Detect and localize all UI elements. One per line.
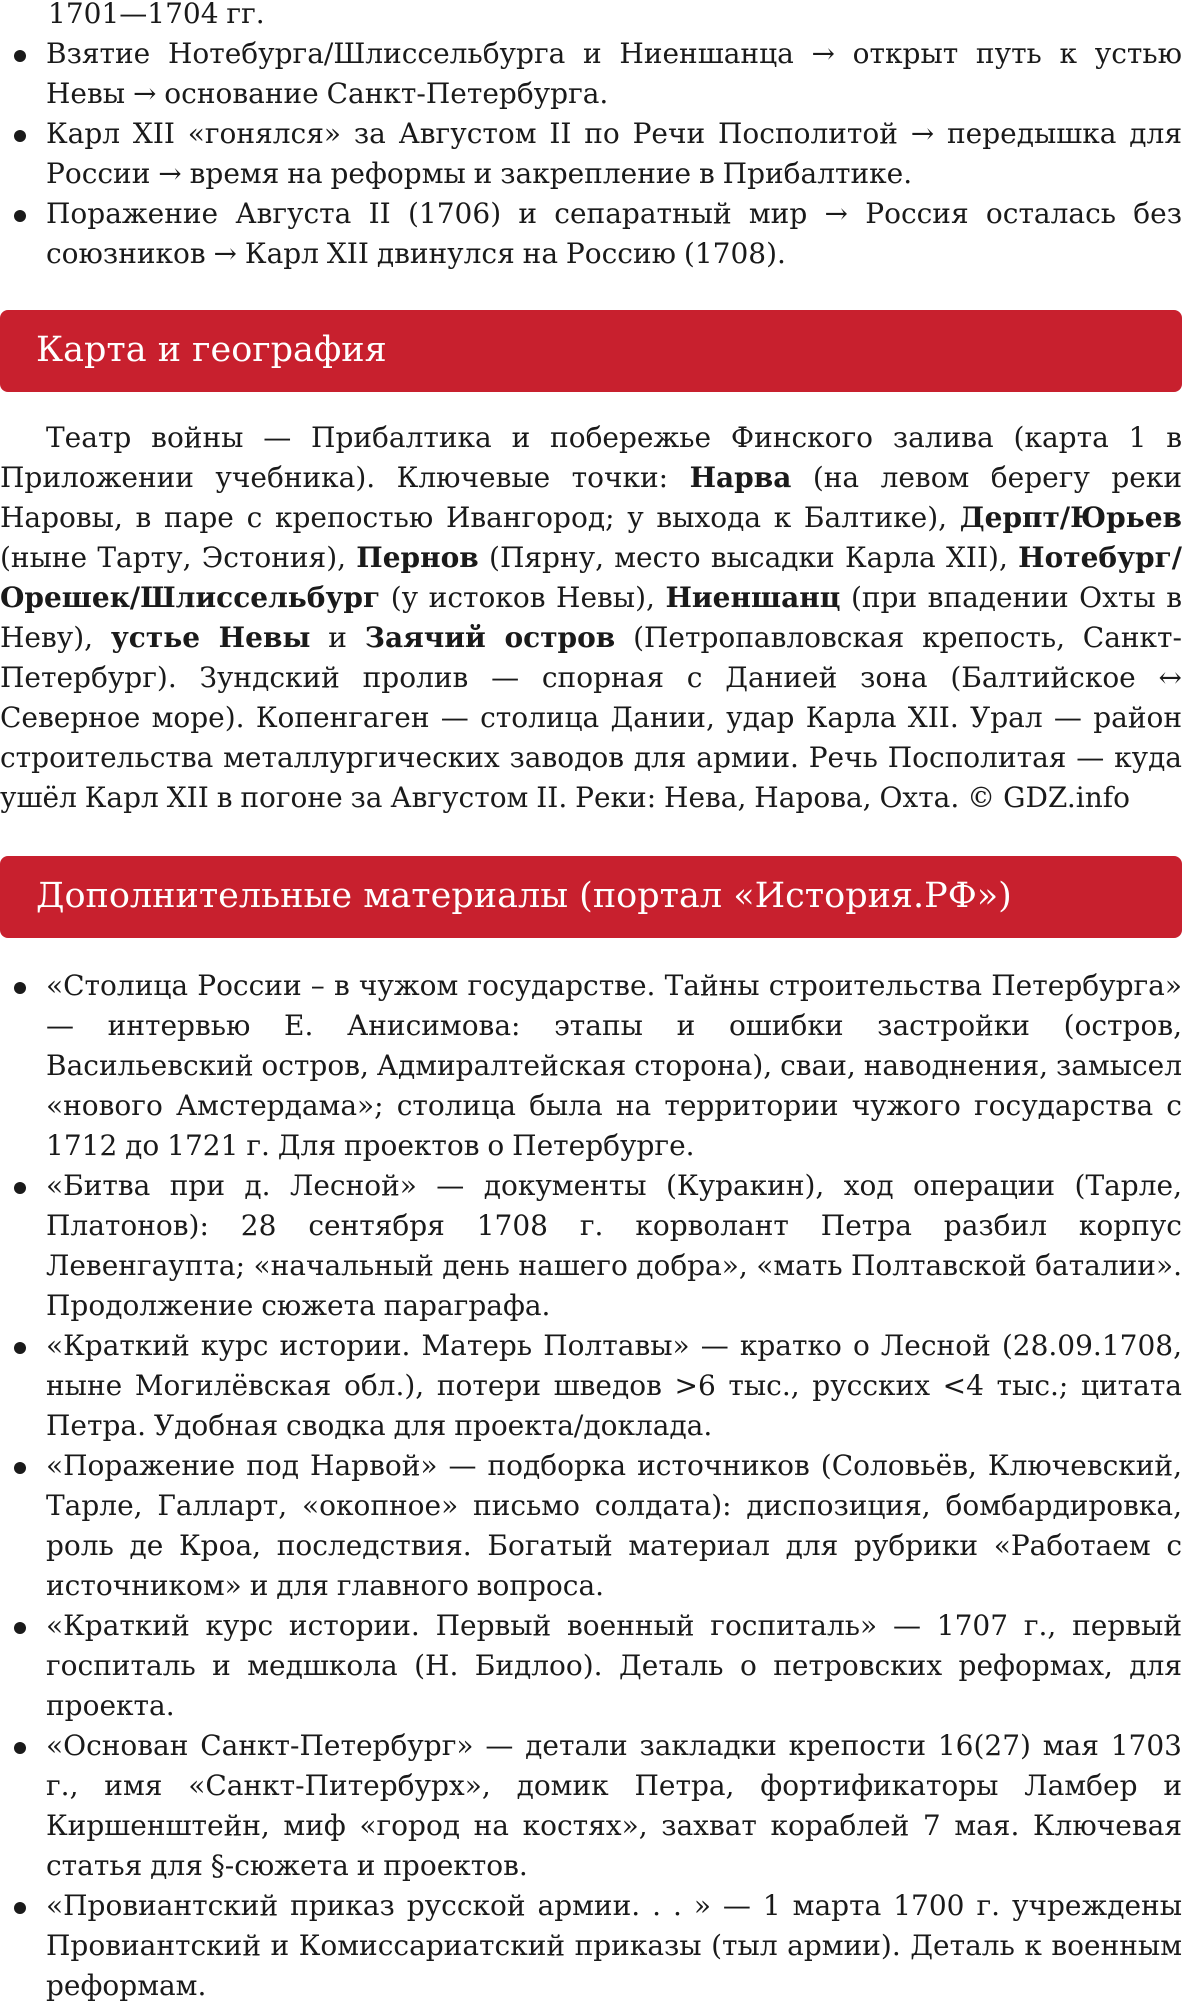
bullet-icon <box>14 210 26 222</box>
bullet-icon <box>14 1462 26 1474</box>
bullet-icon <box>14 50 26 62</box>
map-geography-paragraph: Театр войны — Прибалтика и побережье Финского залива (карта 1 в Приложении учебника). Ключевые точки: Нарва (на левом берегу реки Наровы, в паре с крепостью Ивангород; у выхода к Балтике), Дерпт/Юрьев (ныне Тарту, Эстония), Пернов (Пярну, место высадки Карла XII), Нотебург/Орешек/Шлиссельбург (у истоков Невы), Ниеншанц (при впадении Охты в Неву), устье Невы и Заячий остров (Петропавловская крепость, Санкт-Петербург). Зундский пролив — спорная с Данией зона (Балтийское ↔ Северное море). Копенгаген — столица Дании, удар Карла XII. Урал — район строительства металлургических заводов для армии. Речь Посполитая — куда ушёл Карл XII в погоне за Августом II. Реки: Нева, Нарова, Охта. © GDZ.info <box>0 421 1182 814</box>
bullet-icon <box>14 130 26 142</box>
section-header-map <box>0 310 1182 392</box>
list-item: «Битва при д. Лесной» — документы (Куракин), ход операции (Тарле, Платонов): 28 сентября 1708 г. корволант Петра разбил корпус Левенгаупта; «начальный день нашего добра», «мать Полтавской баталии». Продолжение сюжета параграфа. <box>0 1166 1182 1326</box>
list-item: «Провиантский приказ русской армии. . . » — 1 марта 1700 г. учреждены Провиантский и Комиссариатский приказы (тыл армии). Деталь к военным реформам. <box>0 1886 1182 2006</box>
bullet-icon <box>14 1182 26 1194</box>
list-item: Карл XII «гонялся» за Августом II по Речи Посполитой → передышка для России → время на реформы и закрепление в Прибалтике. <box>0 114 1182 194</box>
consequences-list <box>0 34 1182 274</box>
list-item: «Краткий курс истории. Матерь Полтавы» — кратко о Лесной (28.09.1708, ныне Могилёвская обл.), потери шведов >6 тыс., русских <4 тыс.; цитата Петра. Удобная сводка для проекта/доклада. <box>0 1326 1182 1446</box>
list-item: «Основан Санкт-Петербург» — детали закладки крепости 16(27) мая 1703 г., имя «Санкт-Питербурх», домик Петра, фортификаторы Ламбер и Киршенштейн, миф «город на костях», захват кораблей 7 мая. Ключевая статья для §-сюжета и проектов. <box>0 1726 1182 1886</box>
keyword: Ниеншанц <box>665 581 841 614</box>
keyword: Нарва <box>689 461 792 494</box>
bullet-icon <box>14 1902 26 1914</box>
keyword: Нотебург/Орешек/Шлиссельбург <box>0 541 1182 614</box>
list-item: «Краткий курс истории. Первый военный госпиталь» — 1707 г., первый госпиталь и медшкола (Н. Бидлоо). Деталь о петровских реформах, для проекта. <box>0 1606 1182 1726</box>
materials-list <box>0 966 1182 2006</box>
bullet-icon <box>14 982 26 994</box>
bullet-icon <box>14 1742 26 1754</box>
list-item: «Столица России – в чужом государстве. Тайны строительства Петербурга» — интервью Е. Анисимова: этапы и ошибки застройки (остров, Васильевский остров, Адмиралтейская сторона), сваи, наводнения, замысел «нового Амстердама»; столица была на территории чужого государства с 1712 до 1721 г. Для проектов о Петербурге. <box>0 966 1182 1166</box>
section-title: Дополнительные материалы (портал «История.РФ») <box>36 876 1012 916</box>
keyword: устье Невы <box>110 621 311 654</box>
keyword: Заячий остров <box>364 621 616 654</box>
continued-text-fragment: 1701—1704 гг. <box>48 0 265 30</box>
keyword: Дерпт/Юрьев <box>959 501 1182 534</box>
bullet-icon <box>14 1622 26 1634</box>
keyword: Пернов <box>356 541 479 574</box>
list-item: «Поражение под Нарвой» — подборка источников (Соловьёв, Ключевский, Тарле, Галларт, «окопное» письмо солдата): диспозиция, бомбардировка, роль де Кроа, последствия. Богатый материал для рубрики «Работаем с источником» и для главного вопроса. <box>0 1446 1182 1606</box>
list-item: Поражение Августа II (1706) и сепаратный мир → Россия осталась без союзников → Карл XII двинулся на Россию (1708). <box>0 194 1182 274</box>
list-item: Взятие Нотебурга/Шлиссельбурга и Ниеншанца → открыт путь к устью Невы → основание Санкт-Петербурга. <box>0 34 1182 114</box>
section-title: Карта и география <box>36 330 387 370</box>
bullet-icon <box>14 1342 26 1354</box>
section-header-materials <box>0 856 1182 938</box>
